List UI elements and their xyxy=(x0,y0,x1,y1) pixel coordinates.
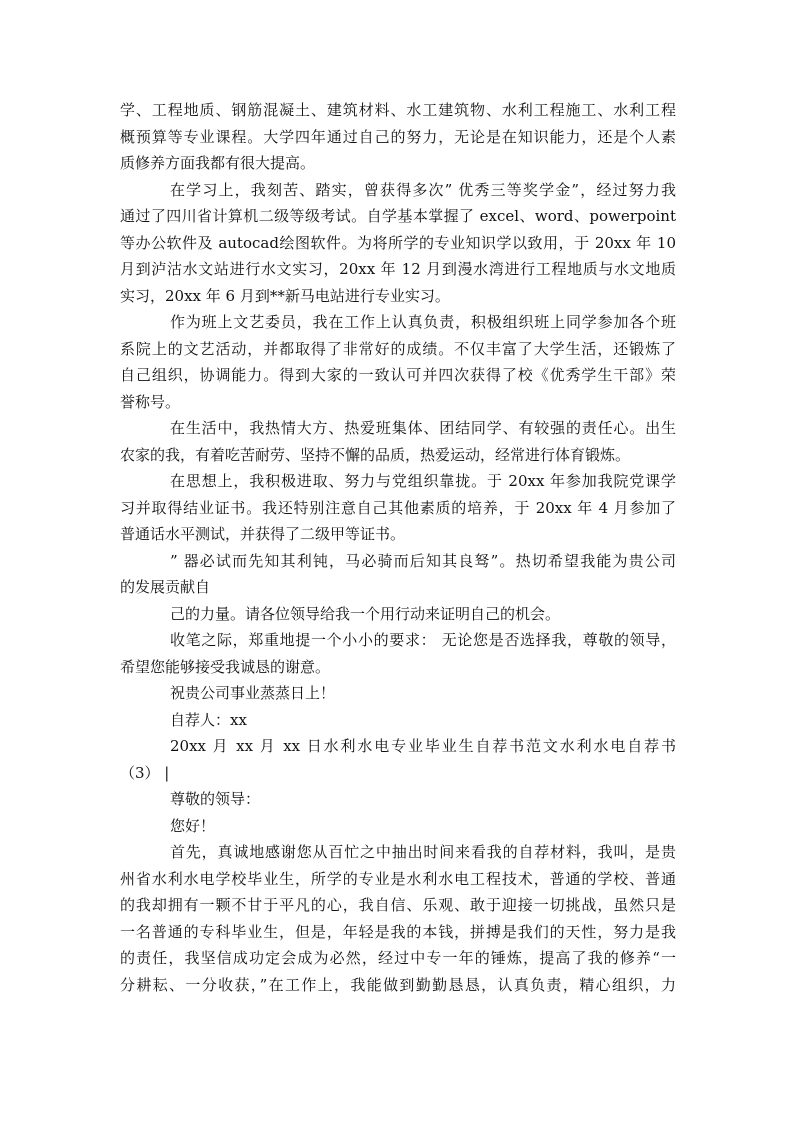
text-line: 一名普通的专科毕业生，但是，年轻是我的本钱，拼搏是我们的天性，努力是我 xyxy=(120,922,676,941)
text-line: 农家的我，有着吃苦耐劳、坚持不懈的品质，热爱运动，经常进行体育锻炼。 xyxy=(120,445,631,464)
text-line: 首先，真诚地感谢您从百忙之中抽出时间来看我的自荐材料，我叫，是贵 xyxy=(170,843,676,861)
text-line: （3） | xyxy=(120,763,170,782)
text-line: 在思想上，我积极进取、努力与党组织靠拢。于 20xx 年参加我院党课学 xyxy=(170,472,676,490)
text-line: 习并取得结业证书。我还特别注意自己其他素质的培养，于 20xx 年 4 月参加了 xyxy=(120,498,676,517)
text-line: 自己组织，协调能力。得到大家的一致认可并四次获得了校《优秀学生干部》荣 xyxy=(120,366,676,384)
text-line: 通过了四川省计算机二级等级考试。自学基本掌握了 excel、word、powerpoint xyxy=(120,207,676,225)
document-body xyxy=(120,97,676,998)
text-line: 的发展贡献自 xyxy=(120,578,211,596)
text-line: 系院上的文艺活动，并都取得了非常好的成绩。不仅丰富了大学生活，还锻炼了 xyxy=(120,339,676,358)
text-line: 质修养方面我都有很大提高。 xyxy=(120,154,316,172)
text-line: 祝贵公司事业蒸蒸日上！ xyxy=(170,684,336,702)
text-line: 希望您能够接受我诚恳的谢意。 xyxy=(120,657,331,676)
text-line: ” 器必试而先知其利钝，马必骑而后知其良驽”。热切希望我能为贵公司 xyxy=(170,551,676,570)
text-line: 等办公软件及 autocad绘图软件。为将所学的专业知识学以致用，于 20xx 年 10 xyxy=(120,233,676,252)
text-line: 20xx 月 xx 月 xx 日水利水电专业毕业生自荐书范文水利水电自荐书 xyxy=(170,737,676,755)
text-line: 学、工程地质、钢筋混凝土、建筑材料、水工建筑物、水利工程施工、水利工程 xyxy=(120,101,676,119)
text-line: 实习，20xx 年 6 月到**新马电站进行专业实习。 xyxy=(120,286,450,305)
text-line: 的我却拥有一颗不甘于平凡的心，我自信、乐观、敢于迎接一切挑战，虽然只是 xyxy=(120,896,676,914)
text-line: 普通话水平测试，并获得了二级甲等证书。 xyxy=(120,525,406,543)
text-line: 分耕耘、一分收获，”在工作上，我能做到勤勤恳恳，认真负责，精心组织，力 xyxy=(120,975,676,994)
text-line: 月到泸沽水文站进行水文实习，20xx 年 12 月到漫水湾进行工程地质与水文地质 xyxy=(120,260,676,278)
text-line: 誉称号。 xyxy=(120,392,181,411)
text-line: 作为班上文艺委员，我在工作上认真负责，积极组织班上同学参加各个班 xyxy=(170,313,676,331)
text-line: 您好！ xyxy=(170,816,216,835)
text-line: 的责任，我坚信成功定会成为必然，经过中专一年的锤炼，提高了我的修养“一 xyxy=(120,949,676,967)
text-line: 概预算等专业课程。大学四年通过自己的努力，无论是在知识能力，还是个人素 xyxy=(120,127,676,146)
text-line: 尊敬的领导： xyxy=(170,790,261,808)
text-line: 收笔之际，郑重地提一个小小的要求： 无论您是否选择我，尊敬的领导， xyxy=(170,631,676,649)
text-line: 州省水利水电学校毕业生，所学的专业是水利水电工程技术，普通的学校、普通 xyxy=(120,869,676,888)
text-line: 己的力量。请各位领导给我一个用行动来证明自己的机会。 xyxy=(170,604,561,623)
text-line: 在学习上，我刻苦、踏实，曾获得多次” 优秀三等奖学金”，经过努力我 xyxy=(170,180,676,199)
text-line: 自荐人：xx xyxy=(170,710,247,729)
text-line: 在生活中，我热情大方、热爱班集体、团结同学、有较强的责任心。出生 xyxy=(170,419,676,437)
